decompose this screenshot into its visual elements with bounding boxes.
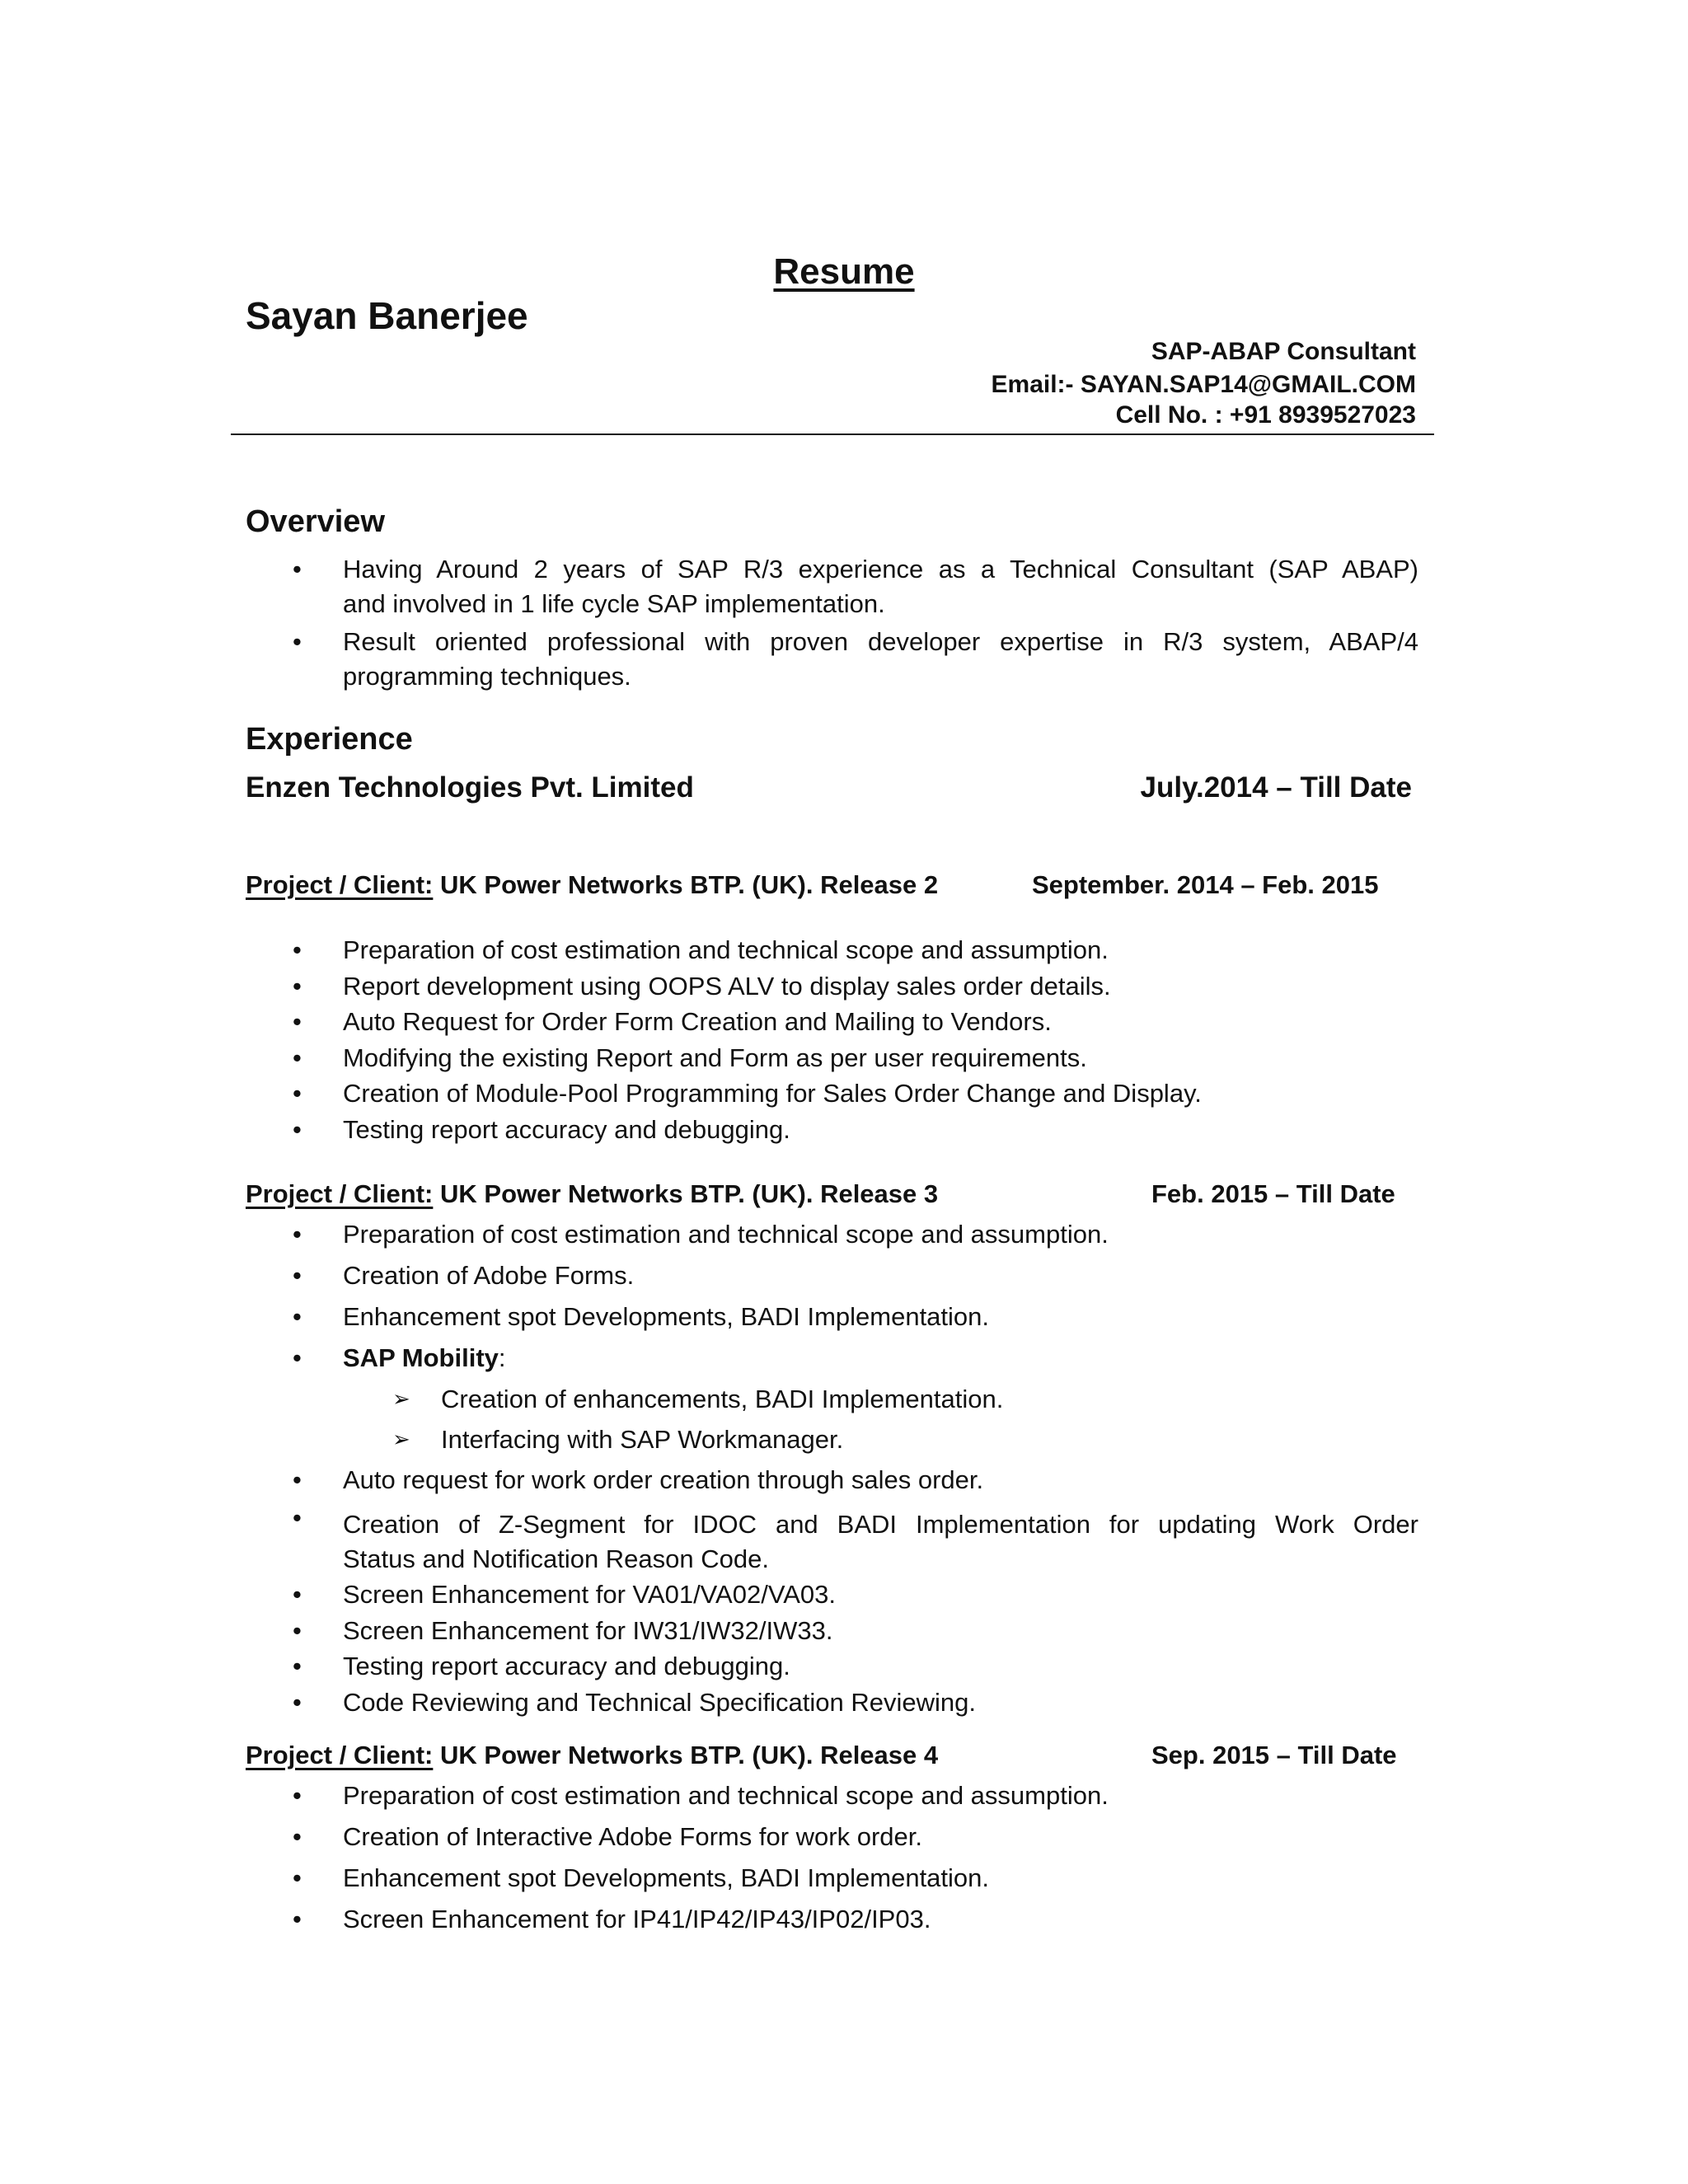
list-item [293, 1338, 1418, 1460]
list-item: • Enhancement spot Developments, BADI Implementation. [293, 1858, 1109, 1899]
project-name: UK Power Networks BTP. (UK). Release 4 [440, 1741, 939, 1769]
project-dates: Sep. 2015 – Till Date [1151, 1741, 1397, 1769]
list-item [293, 552, 1418, 625]
list-item: • Creation of Interactive Adobe Forms for work order. [293, 1816, 1109, 1858]
project-title [246, 1179, 938, 1209]
project-task-list [293, 932, 1202, 1147]
project-dates: September. 2014 – Feb. 2015 [1032, 870, 1379, 899]
list-item-line: • Result oriented professional with proven developer expertise in R/3 system, ABAP/4 [343, 627, 1418, 656]
overview-list [293, 552, 1418, 694]
list-item: • Modifying the existing Report and Form as per user requirements. [293, 1040, 1202, 1076]
list-item: • Preparation of cost estimation and technical scope and assumption. [293, 1775, 1109, 1816]
experience-heading: Experience [246, 722, 413, 757]
project-name: UK Power Networks BTP. (UK). Release 3 [440, 1179, 939, 1208]
mobility-suffix: : [498, 1343, 506, 1372]
company-dates: July.2014 – Till Date [1140, 771, 1412, 804]
list-item-line: • Having Around 2 years of SAP R/3 experience as a Technical Consultant (SAP ABAP) [343, 555, 1418, 583]
list-item: • Auto Request for Order Form Creation and Mailing to Vendors. [293, 1004, 1202, 1040]
list-item: • Creation of Module-Pool Programming for Sales Order Change and Display. [293, 1076, 1202, 1112]
list-item: • Testing report accuracy and debugging. [293, 1648, 1418, 1685]
cell-number: Cell No. : +91 8939527023 [1115, 401, 1416, 429]
project-task-list [293, 1775, 1109, 1940]
mobility-sublist [343, 1379, 1418, 1460]
list-item: • Code Reviewing and Technical Specification Reviewing. [293, 1685, 1418, 1721]
list-item [293, 625, 1418, 694]
company-name: Enzen Technologies Pvt. Limited [246, 771, 694, 804]
list-item-line: Status and Notification Reason Code. [343, 1544, 769, 1573]
project-name: UK Power Networks BTP. (UK). Release 2 [440, 870, 939, 899]
list-item: • Testing report accuracy and debugging. [293, 1112, 1202, 1148]
list-item: • Preparation of cost estimation and technical scope and assumption. [293, 932, 1202, 968]
list-item: • Creation of Adobe Forms. [293, 1255, 1418, 1296]
project-dates: Feb. 2015 – Till Date [1151, 1179, 1395, 1208]
list-item-line: programming techniques. [343, 662, 631, 691]
candidate-name: Sayan Banerjee [246, 294, 528, 337]
list-item: • Screen Enhancement for IW31/IW32/IW33. [293, 1613, 1418, 1649]
list-item: • Preparation of cost estimation and technical scope and assumption. [293, 1214, 1418, 1255]
overview-heading: Overview [246, 504, 385, 539]
project-label: Project / Client: [246, 1179, 434, 1208]
email-address: Email:- SAYAN.SAP14@GMAIL.COM [991, 371, 1416, 398]
list-item [293, 1501, 1418, 1577]
project-title [246, 1741, 938, 1770]
list-item: • Enhancement spot Developments, BADI Implementation. [293, 1296, 1418, 1338]
list-item: • Report development using OOPS ALV to display sales order details. [293, 968, 1202, 1005]
project-task-list [293, 1214, 1418, 1720]
project-label: Project / Client: [246, 870, 434, 899]
header-divider [231, 434, 1434, 435]
document-title: Resume [773, 251, 915, 292]
sub-list-item: ➢ Creation of enhancements, BADI Implementation. [343, 1379, 1418, 1419]
project-label: Project / Client: [246, 1741, 434, 1769]
list-item-line: • Creation of Z-Segment for IDOC and BADI Implementation for updating Work Order [343, 1510, 1418, 1539]
mobility-label: SAP Mobility [343, 1343, 499, 1372]
list-item: • Auto request for work order creation through sales order. [293, 1460, 1418, 1501]
job-role: SAP-ABAP Consultant [1151, 338, 1416, 365]
sub-list-item: ➢ Interfacing with SAP Workmanager. [343, 1419, 1418, 1460]
project-title [246, 870, 938, 900]
list-item: • Screen Enhancement for VA01/VA02/VA03. [293, 1577, 1418, 1613]
list-item: • Screen Enhancement for IP41/IP42/IP43/IP02/IP03. [293, 1899, 1109, 1940]
list-item-line: and involved in 1 life cycle SAP implementation. [343, 589, 885, 618]
